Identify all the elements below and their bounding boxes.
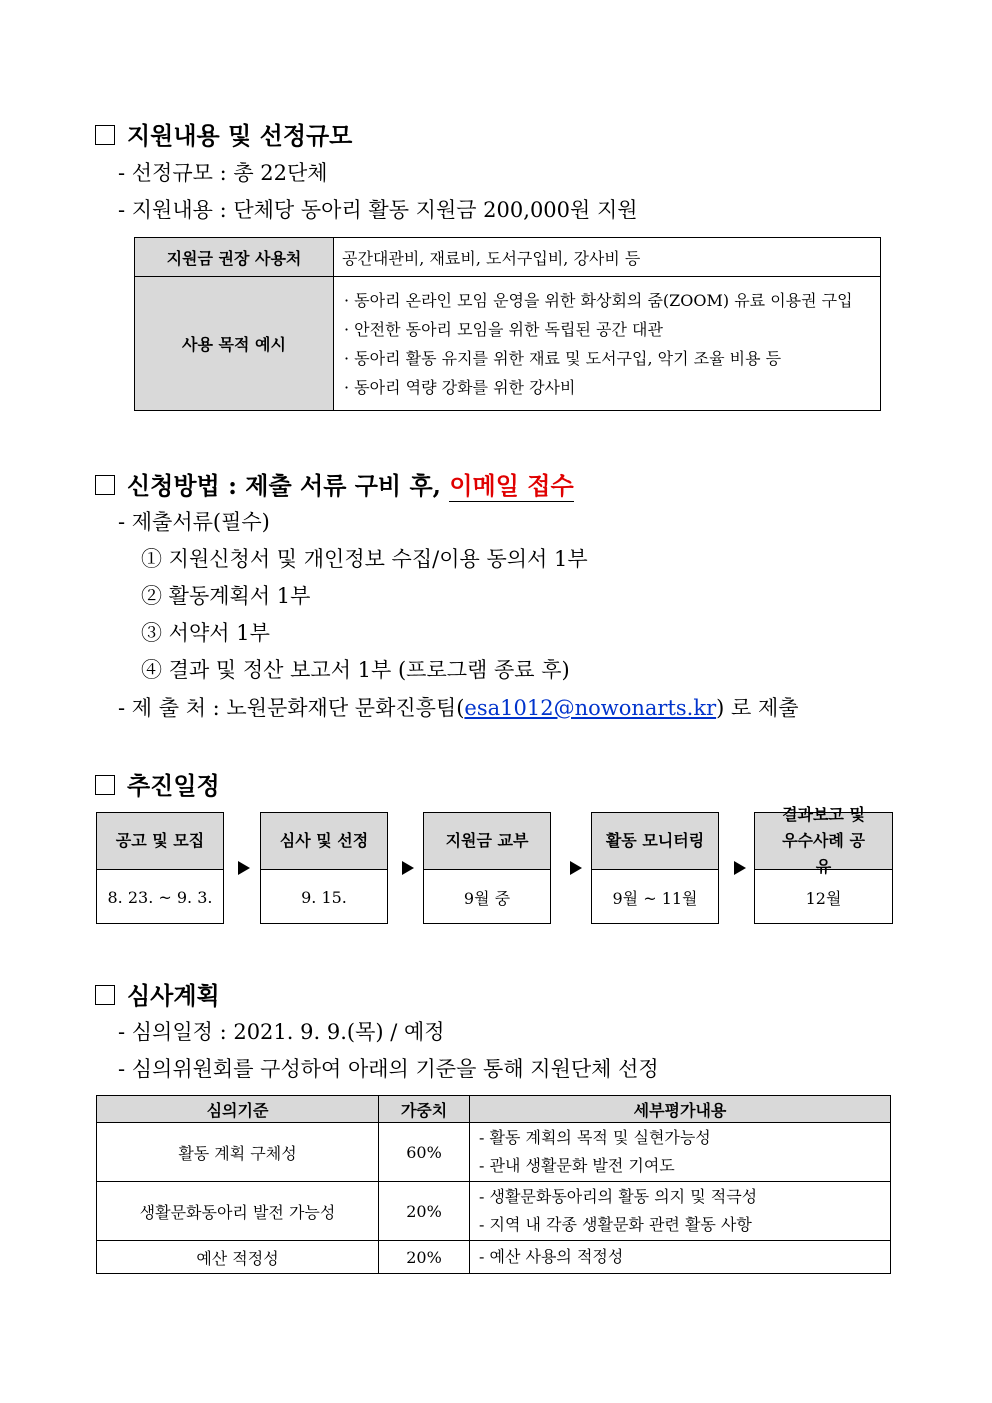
weight-cell: 60% bbox=[379, 1123, 470, 1182]
table-header: 세부평가내용 bbox=[470, 1096, 891, 1123]
section-heading-application: 신청방법 : 제출 서류 구비 후, 이메일 접수 bbox=[95, 466, 574, 501]
usage-example-item: · 동아리 활동 유지를 위한 재료 및 도서구입, 악기 조율 비용 등 bbox=[344, 348, 782, 368]
table-row bbox=[97, 1241, 891, 1274]
schedule-step bbox=[591, 812, 719, 924]
arrow-right-icon bbox=[570, 861, 582, 875]
doc-item: ③ 서약서 1부 bbox=[141, 621, 270, 645]
arrow-right-icon bbox=[238, 861, 250, 875]
schedule-step-date: 9월 중 bbox=[463, 889, 511, 908]
usage-example-label: 사용 목적 예시 bbox=[135, 277, 334, 411]
review-date-line: - 심의일정 : 2021. 9. 9.(목) / 예정 bbox=[118, 1020, 445, 1044]
schedule-step bbox=[96, 812, 224, 924]
doc-item: ④ 결과 및 정산 보고서 1부 (프로그램 종료 후) bbox=[141, 658, 570, 682]
schedule-step-date: 12월 bbox=[805, 889, 842, 908]
usage-example-item: · 동아리 역량 강화를 위한 강사비 bbox=[344, 377, 576, 397]
criterion-cell: 생활문화동아리 발전 가능성 bbox=[97, 1182, 379, 1241]
details-cell: - 예산 사용의 적정성 bbox=[470, 1241, 891, 1274]
schedule-step-date: 9월 ~ 11월 bbox=[612, 889, 698, 908]
usage-example-list bbox=[334, 277, 881, 411]
docs-label: - 제출서류(필수) bbox=[118, 510, 270, 534]
criterion-cell: 활동 계획 구체성 bbox=[97, 1123, 379, 1182]
table-row bbox=[97, 1182, 891, 1241]
checkbox-square-icon bbox=[95, 125, 115, 145]
schedule-step-name: 활동 모니터링 bbox=[592, 813, 718, 870]
review-method-line: - 심의위원회를 구성하여 아래의 기준을 통해 지원단체 선정 bbox=[118, 1057, 659, 1081]
section-heading-support: 지원내용 및 선정규모 bbox=[95, 116, 352, 151]
email-highlight: 이메일 접수 bbox=[449, 471, 574, 500]
schedule-step-date: 8. 23. ~ 9. 3. bbox=[107, 888, 213, 907]
checkbox-square-icon bbox=[95, 985, 115, 1005]
email-link[interactable]: esa1012@nowonarts.kr bbox=[464, 696, 717, 720]
checkbox-square-icon bbox=[95, 775, 115, 795]
criterion-cell: 예산 적정성 bbox=[97, 1241, 379, 1274]
doc-item: ① 지원신청서 및 개인정보 수집/이용 동의서 1부 bbox=[141, 547, 588, 571]
doc-item: ② 활동계획서 1부 bbox=[141, 584, 311, 608]
details-cell: - 생활문화동아리의 활동 의지 및 적극성 - 지역 내 각종 생활문화 관련 활동 사항 bbox=[470, 1182, 891, 1241]
schedule-step-name: 결과보고 및 우수사례 공유 bbox=[755, 813, 892, 870]
weight-cell: 20% bbox=[379, 1241, 470, 1274]
table-header: 심의기준 bbox=[97, 1096, 379, 1123]
submit-line: - 제 출 처 : 노원문화재단 문화진흥팀(esa1012@nowonarts.kr) 로 제출 bbox=[118, 696, 799, 720]
schedule-step-name: 지원금 교부 bbox=[424, 813, 550, 870]
selection-scale-line: - 선정규모 : 총 22단체 bbox=[118, 161, 328, 185]
review-table bbox=[96, 1095, 891, 1274]
usage-place-value: 공간대관비, 재료비, 도서구입비, 강사비 등 bbox=[334, 238, 881, 277]
usage-example-item: · 동아리 온라인 모임 운영을 위한 화상회의 줌(ZOOM) 유료 이용권 구입 bbox=[344, 290, 853, 310]
schedule-step bbox=[423, 812, 551, 924]
support-content-line: - 지원내용 : 단체당 동아리 활동 지원금 200,000원 지원 bbox=[118, 198, 638, 222]
weight-cell: 20% bbox=[379, 1182, 470, 1241]
schedule-step-date: 9. 15. bbox=[301, 888, 347, 907]
arrow-right-icon bbox=[402, 861, 414, 875]
table-header: 가중치 bbox=[379, 1096, 470, 1123]
section-heading-schedule: 추진일정 bbox=[95, 766, 220, 801]
section-heading-review: 심사계획 bbox=[95, 976, 220, 1011]
arrow-right-icon bbox=[734, 861, 746, 875]
checkbox-square-icon bbox=[95, 475, 115, 495]
usage-table bbox=[134, 237, 881, 411]
usage-example-item: · 안전한 동아리 모임을 위한 독립된 공간 대관 bbox=[344, 319, 663, 339]
schedule-step-name: 심사 및 선정 bbox=[261, 813, 387, 870]
details-cell: - 활동 계획의 목적 및 실현가능성 - 관내 생활문화 발전 기여도 bbox=[470, 1123, 891, 1182]
schedule-step bbox=[260, 812, 388, 924]
schedule-step bbox=[754, 805, 893, 924]
table-row bbox=[97, 1123, 891, 1182]
schedule-step-name: 공고 및 모집 bbox=[97, 813, 223, 870]
usage-place-label: 지원금 권장 사용처 bbox=[135, 238, 334, 277]
